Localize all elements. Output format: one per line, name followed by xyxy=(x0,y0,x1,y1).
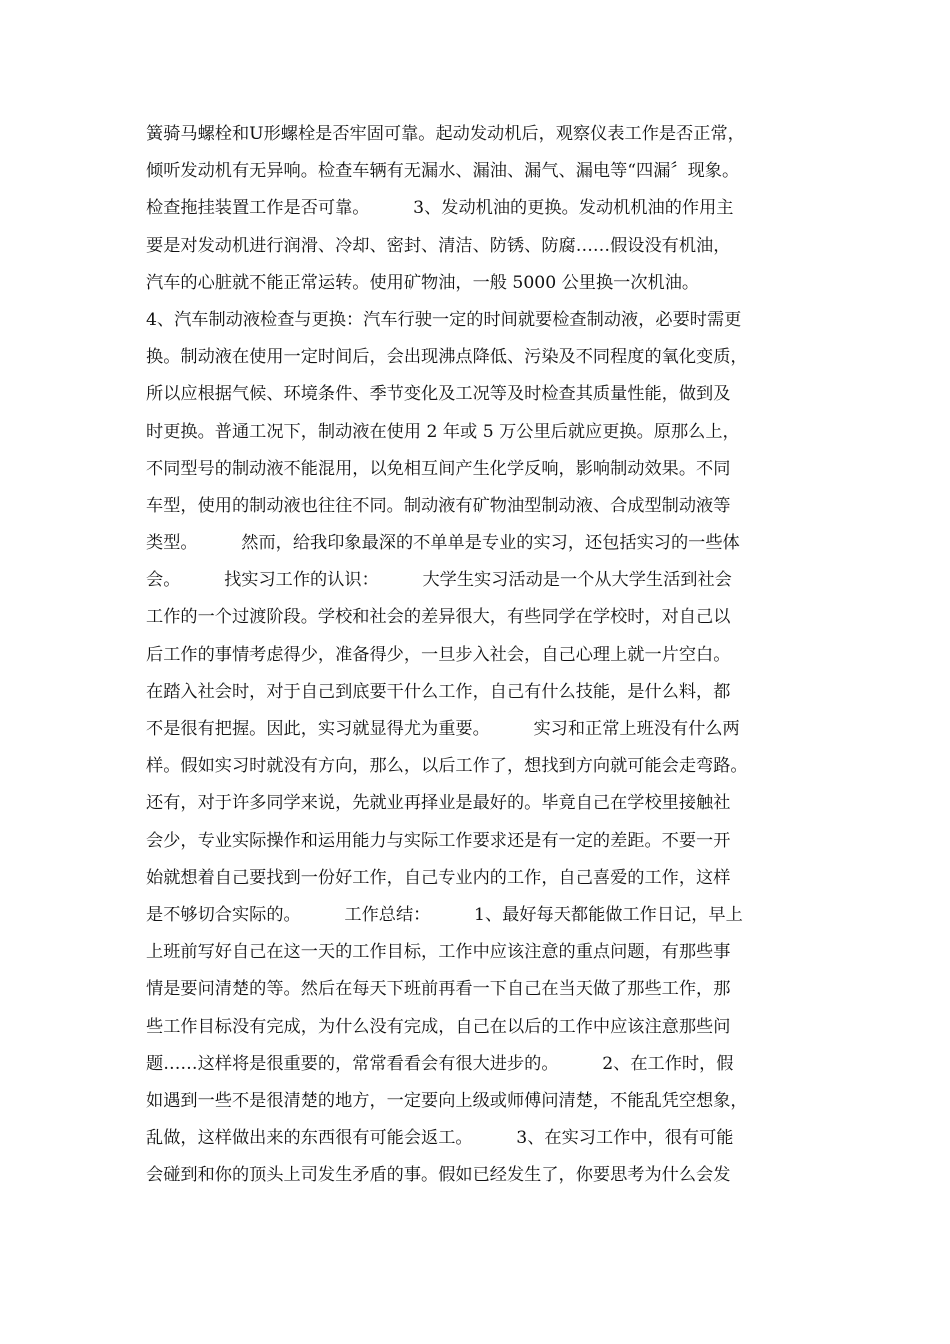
text-line: 是不够切合实际的。 工作总结： 1、最好每天都能做工作日记，早上 xyxy=(146,904,743,925)
text-line: 要是对发动机进行润滑、冷却、密封、清洁、防锈、防腐……假设没有机油， xyxy=(146,235,731,256)
text-line: 不是很有把握。因此，实习就显得尤为重要。 实习和正常上班没有什么两 xyxy=(146,719,740,739)
text-line: 会碰到和你的顶头上司发生矛盾的事。假如已经发生了，你要思考为什么会发 xyxy=(146,1165,731,1186)
text-line: 后工作的事情考虑得少，准备得少，一旦步入社会，自己心理上就一片空白。 xyxy=(146,644,731,665)
text-line: 车型，使用的制动液也往往不同。制动液有矿物油型制动液、合成型制动液等 xyxy=(146,495,731,516)
text-line: 倾听发动机有无异响。检查车辆有无漏水、漏油、漏气、漏电等“四漏〞现象。 xyxy=(146,161,740,182)
text-line: 换。制动液在使用一定时间后，会出现沸点降低、污染及不同程度的氧化变质， xyxy=(146,347,748,368)
text-line: 上班前写好自己在这一天的工作目标，工作中应该注意的重点问题，有那些事 xyxy=(146,942,731,963)
text-line: 时更换。普通工况下，制动液在使用 2 年或 5 万公里后就应更换。原那么上， xyxy=(146,421,740,442)
text-line: 会。 找实习工作的认识： 大学生实习活动是一个从大学生活到社会 xyxy=(146,570,732,591)
text-line: 情是要问清楚的等。然后在每天下班前再看一下自己在当天做了那些工作，那 xyxy=(146,979,731,1000)
text-line: 始就想着自己要找到一份好工作，自己专业内的工作，自己喜爱的工作，这样 xyxy=(146,867,731,888)
text-line: 所以应根据气候、环境条件、季节变化及工况等及时检查其质量性能，做到及 xyxy=(146,384,731,405)
text-line: 检查拖挂装置工作是否可靠。 3、发动机油的更换。发动机机油的作用主 xyxy=(146,198,734,219)
text-line: 汽车的心脏就不能正常运转。使用矿物油，一般 5000 公里换一次机油。 xyxy=(146,272,700,293)
text-line: 题……这样将是很重要的，常常看看会有很大进步的。 2、在工作时，假 xyxy=(146,1053,734,1074)
text-line: 4、汽车制动液检查与更换：汽车行驶一定的时间就要检查制动液，必要时需更 xyxy=(146,309,742,330)
text-line: 乱做，这样做出来的东西很有可能会返工。 3、在实习工作中，很有可能 xyxy=(146,1128,734,1149)
text-line: 会少，专业实际操作和运用能力与实际工作要求还是有一定的差距。不要一开 xyxy=(146,830,731,851)
text-line: 如遇到一些不是很清楚的地方，一定要向上级或师傅问清楚，不能乱凭空想象， xyxy=(146,1090,748,1111)
text-line: 在踏入社会时，对于自己到底要干什么工作，自己有什么技能，是什么料，都 xyxy=(146,681,731,702)
body-text xyxy=(146,116,806,1194)
text-line: 类型。 然而，给我印象最深的不单单是专业的实习，还包括实习的一些体 xyxy=(146,533,740,554)
text-line: 些工作目标没有完成，为什么没有完成，自己在以后的工作中应该注意那些问 xyxy=(146,1016,731,1037)
text-line: 簧骑马螺栓和U形螺栓是否牢固可靠。起动发动机后，观察仪表工作是否正常， xyxy=(146,124,745,144)
text-line: 不同型号的制动液不能混用，以免相互间产生化学反响，影响制动效果。不同 xyxy=(146,458,731,479)
text-line: 还有，对于许多同学来说，先就业再择业是最好的。毕竟自己在学校里接触社 xyxy=(146,793,731,814)
text-line: 样。假如实习时就没有方向，那么，以后工作了，想找到方向就可能会走弯路。 xyxy=(146,756,748,777)
text-line: 工作的一个过渡阶段。学校和社会的差异很大，有些同学在学校时，对自己以 xyxy=(146,607,731,628)
